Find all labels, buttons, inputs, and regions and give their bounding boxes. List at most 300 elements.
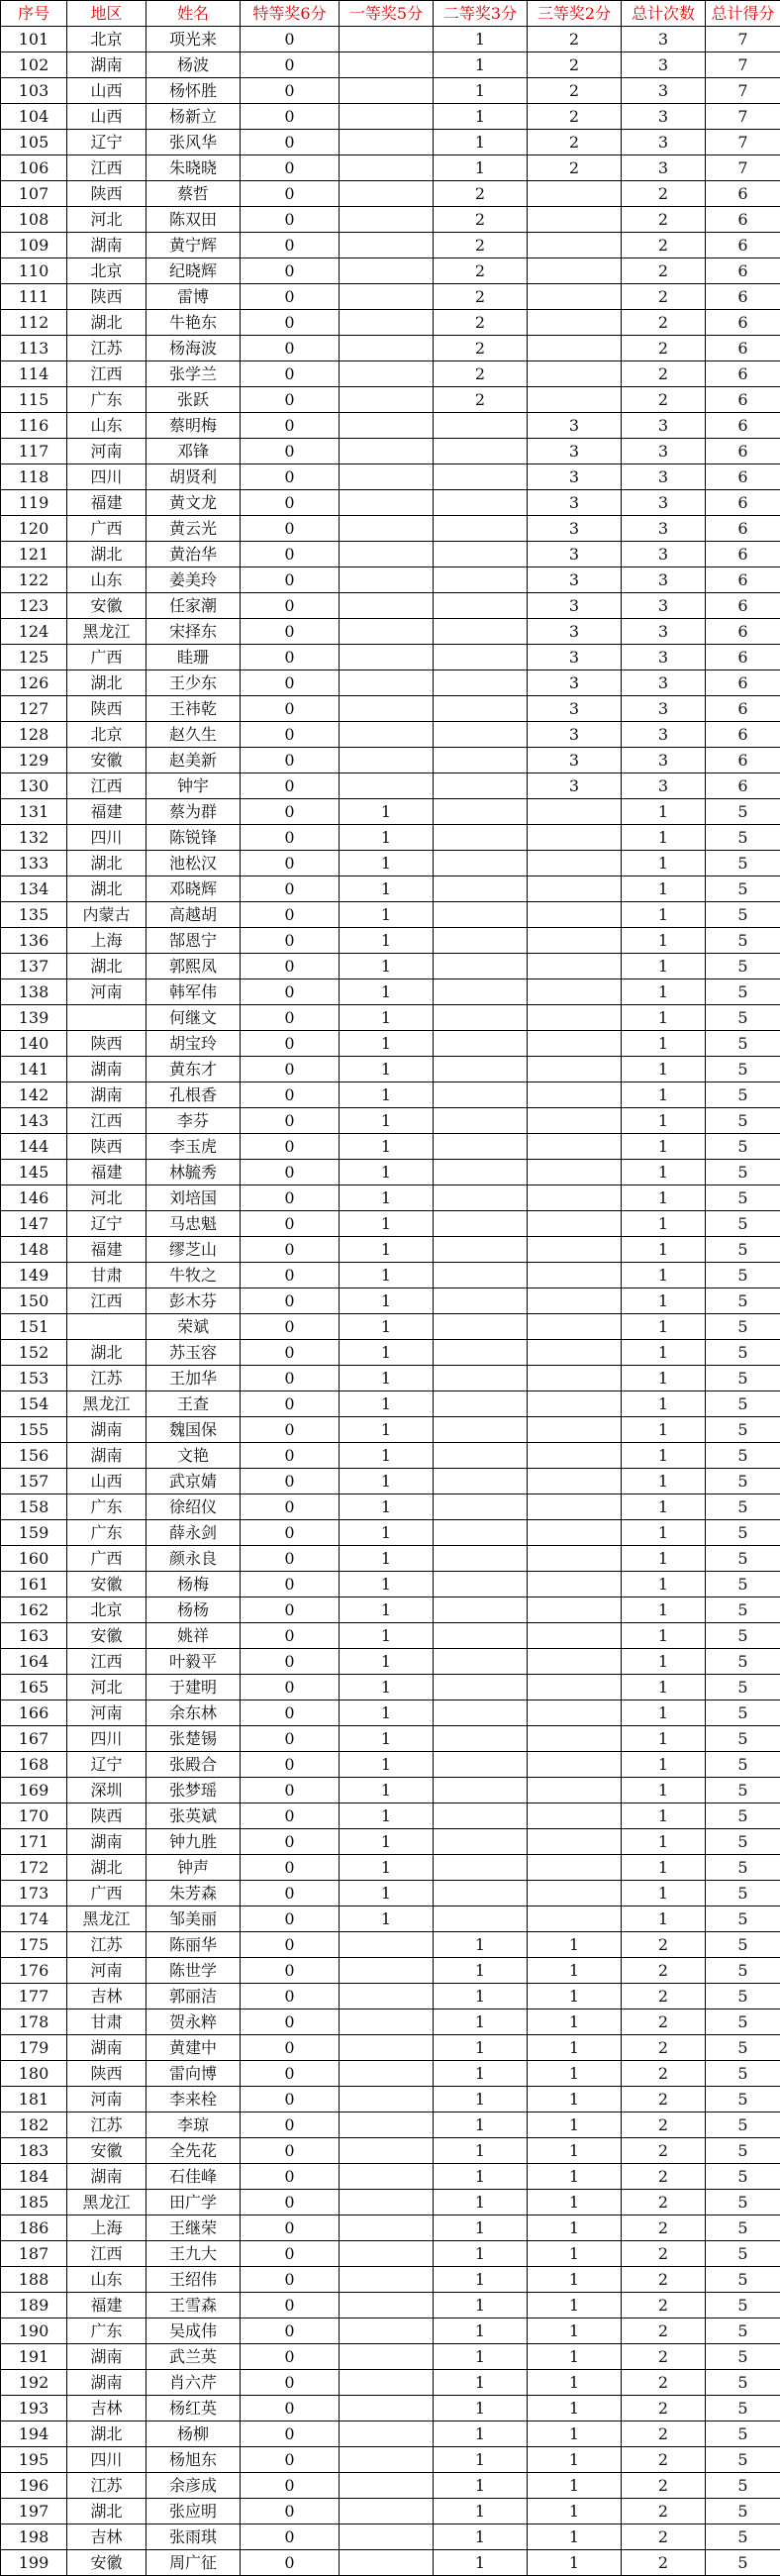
cell-name: 荣斌 <box>146 1314 241 1340</box>
cell-region: 广西 <box>67 1546 146 1572</box>
cell-special-prize: 0 <box>241 593 340 619</box>
cell-total-count: 3 <box>622 155 706 181</box>
table-row <box>1 1649 780 1675</box>
cell-first-prize <box>340 2061 434 2087</box>
cell-name: 全先花 <box>146 2138 241 2164</box>
cell-special-prize: 0 <box>241 181 340 207</box>
cell-total-count: 1 <box>622 954 706 979</box>
cell-third-prize <box>528 1031 622 1057</box>
cell-region: 甘肃 <box>67 1263 146 1288</box>
cell-second-prize: 1 <box>434 2293 528 2318</box>
cell-name: 张风华 <box>146 130 241 155</box>
cell-special-prize: 0 <box>241 1803 340 1829</box>
cell-total-count: 2 <box>622 361 706 387</box>
cell-region <box>67 1314 146 1340</box>
cell-total-count: 2 <box>622 2138 706 2164</box>
cell-total-count: 1 <box>622 1675 706 1700</box>
cell-first-prize <box>340 2421 434 2447</box>
cell-region: 陕西 <box>67 696 146 722</box>
cell-third-prize <box>528 310 622 336</box>
cell-third-prize <box>528 1134 622 1160</box>
cell-total-score: 6 <box>706 464 780 490</box>
cell-name: 马忠魁 <box>146 1211 241 1237</box>
cell-total-score: 6 <box>706 413 780 439</box>
table-row <box>1 1623 780 1649</box>
cell-total-count: 2 <box>622 2164 706 2190</box>
cell-index: 103 <box>1 78 67 104</box>
cell-region: 江西 <box>67 1649 146 1675</box>
cell-index: 125 <box>1 645 67 670</box>
cell-total-count: 3 <box>622 52 706 78</box>
cell-special-prize: 0 <box>241 799 340 825</box>
table-row <box>1 2473 780 2499</box>
cell-region: 湖北 <box>67 2499 146 2524</box>
cell-special-prize: 0 <box>241 542 340 567</box>
cell-total-score: 5 <box>706 1906 780 1932</box>
cell-total-score: 5 <box>706 1829 780 1855</box>
cell-first-prize <box>340 284 434 310</box>
cell-total-score: 5 <box>706 1005 780 1031</box>
cell-first-prize: 1 <box>340 1185 434 1211</box>
cell-first-prize: 1 <box>340 1263 434 1288</box>
cell-region: 江苏 <box>67 1366 146 1391</box>
cell-special-prize: 0 <box>241 748 340 773</box>
cell-total-score: 5 <box>706 1211 780 1237</box>
cell-index: 134 <box>1 876 67 902</box>
cell-region: 上海 <box>67 2215 146 2241</box>
cell-region: 深圳 <box>67 1778 146 1803</box>
cell-special-prize: 0 <box>241 1057 340 1082</box>
cell-name: 郭丽洁 <box>146 1984 241 2009</box>
cell-first-prize <box>340 619 434 645</box>
table-row <box>1 361 780 387</box>
cell-total-count: 1 <box>622 1443 706 1469</box>
cell-special-prize: 0 <box>241 2524 340 2550</box>
cell-name: 雷向博 <box>146 2061 241 2087</box>
cell-name: 蔡明梅 <box>146 413 241 439</box>
cell-region: 辽宁 <box>67 1752 146 1778</box>
header-row <box>1 1 780 27</box>
cell-region: 甘肃 <box>67 2009 146 2035</box>
cell-special-prize: 0 <box>241 1546 340 1572</box>
cell-special-prize: 0 <box>241 439 340 464</box>
table-row <box>1 387 780 413</box>
cell-total-score: 6 <box>706 336 780 361</box>
cell-index: 195 <box>1 2447 67 2473</box>
table-row <box>1 336 780 361</box>
table-body <box>1 27 780 2576</box>
cell-second-prize <box>434 1881 528 1906</box>
cell-total-count: 3 <box>622 670 706 696</box>
cell-total-score: 5 <box>706 2009 780 2035</box>
cell-special-prize: 0 <box>241 1778 340 1803</box>
cell-first-prize: 1 <box>340 1881 434 1906</box>
cell-first-prize <box>340 645 434 670</box>
cell-index: 118 <box>1 464 67 490</box>
cell-second-prize <box>434 902 528 928</box>
cell-index: 136 <box>1 928 67 954</box>
table-row <box>1 284 780 310</box>
table-row <box>1 2396 780 2421</box>
cell-region: 湖北 <box>67 542 146 567</box>
cell-second-prize <box>434 851 528 876</box>
cell-first-prize: 1 <box>340 1366 434 1391</box>
cell-total-count: 2 <box>622 2190 706 2215</box>
cell-region: 北京 <box>67 1597 146 1623</box>
cell-total-score: 5 <box>706 1984 780 2009</box>
cell-index: 164 <box>1 1649 67 1675</box>
cell-name: 邓锋 <box>146 439 241 464</box>
cell-index: 152 <box>1 1340 67 1366</box>
cell-total-score: 6 <box>706 233 780 258</box>
cell-special-prize: 0 <box>241 2215 340 2241</box>
cell-first-prize <box>340 2164 434 2190</box>
table-row <box>1 1211 780 1237</box>
cell-total-count: 2 <box>622 2421 706 2447</box>
cell-first-prize: 1 <box>340 1417 434 1443</box>
cell-special-prize: 0 <box>241 2241 340 2267</box>
cell-total-count: 2 <box>622 1932 706 1958</box>
cell-index: 139 <box>1 1005 67 1031</box>
table-row <box>1 1469 780 1494</box>
cell-second-prize <box>434 799 528 825</box>
header-total-count: 总计次数 <box>622 1 706 27</box>
cell-first-prize <box>340 2318 434 2344</box>
table-row <box>1 516 780 542</box>
cell-total-count: 3 <box>622 130 706 155</box>
cell-second-prize: 1 <box>434 2164 528 2190</box>
cell-region: 江苏 <box>67 2473 146 2499</box>
cell-third-prize <box>528 1855 622 1881</box>
cell-first-prize <box>340 2473 434 2499</box>
cell-second-prize <box>434 1237 528 1263</box>
cell-third-prize <box>528 1778 622 1803</box>
cell-first-prize <box>340 207 434 233</box>
cell-second-prize: 2 <box>434 207 528 233</box>
table-row <box>1 825 780 851</box>
cell-first-prize <box>340 155 434 181</box>
cell-first-prize <box>340 516 434 542</box>
cell-special-prize: 0 <box>241 979 340 1005</box>
cell-region: 湖北 <box>67 670 146 696</box>
cell-name: 郜恩宁 <box>146 928 241 954</box>
cell-total-count: 1 <box>622 1726 706 1752</box>
cell-name: 缪芝山 <box>146 1237 241 1263</box>
cell-first-prize <box>340 567 434 593</box>
cell-special-prize: 0 <box>241 464 340 490</box>
cell-third-prize <box>528 1649 622 1675</box>
cell-total-count: 1 <box>622 1546 706 1572</box>
cell-index: 113 <box>1 336 67 361</box>
cell-region: 湖南 <box>67 52 146 78</box>
cell-region: 广西 <box>67 645 146 670</box>
cell-total-score: 7 <box>706 27 780 52</box>
cell-second-prize <box>434 979 528 1005</box>
cell-region: 湖北 <box>67 2421 146 2447</box>
cell-second-prize <box>434 1597 528 1623</box>
cell-region: 江苏 <box>67 336 146 361</box>
cell-total-count: 1 <box>622 851 706 876</box>
cell-third-prize: 1 <box>528 2473 622 2499</box>
cell-first-prize: 1 <box>340 1597 434 1623</box>
cell-second-prize: 1 <box>434 130 528 155</box>
cell-name: 杨海波 <box>146 336 241 361</box>
cell-region: 湖北 <box>67 1855 146 1881</box>
cell-total-count: 3 <box>622 645 706 670</box>
cell-total-count: 2 <box>622 2318 706 2344</box>
table-row <box>1 2344 780 2370</box>
cell-second-prize <box>434 1211 528 1237</box>
cell-total-score: 6 <box>706 619 780 645</box>
cell-total-score: 5 <box>706 1340 780 1366</box>
cell-special-prize: 0 <box>241 670 340 696</box>
cell-first-prize: 1 <box>340 1803 434 1829</box>
cell-region: 吉林 <box>67 2396 146 2421</box>
cell-name: 王查 <box>146 1391 241 1417</box>
cell-region: 湖北 <box>67 1340 146 1366</box>
cell-special-prize: 0 <box>241 516 340 542</box>
cell-total-count: 1 <box>622 1057 706 1082</box>
table-row <box>1 2190 780 2215</box>
cell-region: 山东 <box>67 413 146 439</box>
cell-total-count: 1 <box>622 1881 706 1906</box>
cell-index: 176 <box>1 1958 67 1984</box>
cell-region: 河南 <box>67 1700 146 1726</box>
cell-total-count: 1 <box>622 1494 706 1520</box>
cell-total-score: 5 <box>706 1366 780 1391</box>
cell-name: 陈世学 <box>146 1958 241 1984</box>
cell-name: 项光来 <box>146 27 241 52</box>
cell-region: 广西 <box>67 1881 146 1906</box>
cell-total-count: 1 <box>622 979 706 1005</box>
cell-first-prize: 1 <box>340 825 434 851</box>
cell-third-prize: 3 <box>528 748 622 773</box>
cell-total-count: 1 <box>622 1082 706 1108</box>
cell-total-count: 2 <box>622 2344 706 2370</box>
cell-total-count: 2 <box>622 284 706 310</box>
cell-total-count: 2 <box>622 207 706 233</box>
cell-total-score: 7 <box>706 78 780 104</box>
cell-third-prize <box>528 1417 622 1443</box>
cell-index: 166 <box>1 1700 67 1726</box>
cell-total-score: 6 <box>706 696 780 722</box>
cell-special-prize: 0 <box>241 851 340 876</box>
cell-special-prize: 0 <box>241 1520 340 1546</box>
cell-name: 杨杨 <box>146 1597 241 1623</box>
cell-region: 湖南 <box>67 1443 146 1469</box>
cell-second-prize <box>434 1546 528 1572</box>
cell-special-prize: 0 <box>241 1572 340 1597</box>
cell-second-prize <box>434 1314 528 1340</box>
table-row <box>1 490 780 516</box>
cell-name: 叶毅平 <box>146 1649 241 1675</box>
cell-third-prize <box>528 1597 622 1623</box>
cell-region: 内蒙古 <box>67 902 146 928</box>
table-row <box>1 2524 780 2550</box>
cell-third-prize <box>528 1520 622 1546</box>
cell-third-prize: 3 <box>528 773 622 799</box>
cell-index: 175 <box>1 1932 67 1958</box>
cell-third-prize <box>528 1829 622 1855</box>
cell-second-prize: 1 <box>434 2215 528 2241</box>
cell-special-prize: 0 <box>241 2164 340 2190</box>
cell-third-prize <box>528 876 622 902</box>
cell-special-prize: 0 <box>241 207 340 233</box>
cell-index: 127 <box>1 696 67 722</box>
cell-third-prize <box>528 1005 622 1031</box>
cell-total-count: 1 <box>622 1108 706 1134</box>
cell-index: 108 <box>1 207 67 233</box>
cell-index: 151 <box>1 1314 67 1340</box>
cell-total-score: 6 <box>706 670 780 696</box>
cell-special-prize: 0 <box>241 130 340 155</box>
cell-special-prize: 0 <box>241 1288 340 1314</box>
cell-region: 湖南 <box>67 1057 146 1082</box>
cell-index: 104 <box>1 104 67 130</box>
cell-special-prize: 0 <box>241 1031 340 1057</box>
cell-second-prize <box>434 1366 528 1391</box>
cell-index: 129 <box>1 748 67 773</box>
cell-total-score: 5 <box>706 1314 780 1340</box>
cell-first-prize <box>340 387 434 413</box>
cell-third-prize: 3 <box>528 542 622 567</box>
cell-region: 安徽 <box>67 1623 146 1649</box>
cell-special-prize: 0 <box>241 1391 340 1417</box>
cell-first-prize <box>340 336 434 361</box>
cell-total-score: 5 <box>706 1108 780 1134</box>
table-row <box>1 1675 780 1700</box>
cell-total-count: 1 <box>622 1906 706 1932</box>
cell-region: 广东 <box>67 1520 146 1546</box>
cell-name: 杨波 <box>146 52 241 78</box>
cell-special-prize: 0 <box>241 2267 340 2293</box>
cell-second-prize: 2 <box>434 284 528 310</box>
cell-index: 128 <box>1 722 67 748</box>
cell-first-prize: 1 <box>340 928 434 954</box>
cell-third-prize <box>528 1185 622 1211</box>
cell-special-prize: 0 <box>241 1906 340 1932</box>
cell-region: 湖南 <box>67 233 146 258</box>
cell-total-score: 6 <box>706 258 780 284</box>
cell-special-prize: 0 <box>241 2550 340 2576</box>
cell-first-prize <box>340 2267 434 2293</box>
cell-name: 张楚锡 <box>146 1726 241 1752</box>
table-row <box>1 542 780 567</box>
cell-name: 黄东才 <box>146 1057 241 1082</box>
cell-name: 杨柳 <box>146 2421 241 2447</box>
table-row <box>1 1160 780 1185</box>
cell-total-score: 6 <box>706 542 780 567</box>
cell-index: 169 <box>1 1778 67 1803</box>
cell-total-score: 5 <box>706 2421 780 2447</box>
cell-name: 王绍伟 <box>146 2267 241 2293</box>
cell-name: 钟九胜 <box>146 1829 241 1855</box>
cell-second-prize: 2 <box>434 361 528 387</box>
cell-index: 110 <box>1 258 67 284</box>
cell-third-prize <box>528 233 622 258</box>
cell-total-score: 5 <box>706 2138 780 2164</box>
cell-total-score: 5 <box>706 1597 780 1623</box>
cell-total-score: 5 <box>706 1288 780 1314</box>
table-row <box>1 2009 780 2035</box>
cell-name: 宋择东 <box>146 619 241 645</box>
cell-first-prize: 1 <box>340 876 434 902</box>
cell-total-score: 5 <box>706 1958 780 1984</box>
cell-total-score: 5 <box>706 876 780 902</box>
cell-total-score: 5 <box>706 2550 780 2576</box>
cell-index: 162 <box>1 1597 67 1623</box>
cell-second-prize: 1 <box>434 1958 528 1984</box>
cell-total-score: 5 <box>706 2524 780 2550</box>
cell-third-prize: 3 <box>528 490 622 516</box>
table-row <box>1 696 780 722</box>
cell-total-score: 5 <box>706 1803 780 1829</box>
cell-index: 199 <box>1 2550 67 2576</box>
cell-second-prize <box>434 1520 528 1546</box>
cell-index: 155 <box>1 1417 67 1443</box>
cell-second-prize <box>434 1108 528 1134</box>
cell-region: 河南 <box>67 2087 146 2112</box>
cell-third-prize: 1 <box>528 2112 622 2138</box>
table-row <box>1 2421 780 2447</box>
cell-total-count: 3 <box>622 593 706 619</box>
cell-name: 彭木芬 <box>146 1288 241 1314</box>
table-row <box>1 928 780 954</box>
cell-second-prize: 1 <box>434 2190 528 2215</box>
table-row <box>1 567 780 593</box>
cell-index: 159 <box>1 1520 67 1546</box>
cell-index: 156 <box>1 1443 67 1469</box>
cell-total-score: 5 <box>706 1031 780 1057</box>
cell-name: 雷博 <box>146 284 241 310</box>
cell-second-prize: 1 <box>434 27 528 52</box>
table-row <box>1 799 780 825</box>
cell-first-prize <box>340 27 434 52</box>
cell-index: 121 <box>1 542 67 567</box>
cell-name: 苏玉容 <box>146 1340 241 1366</box>
cell-region: 陕西 <box>67 284 146 310</box>
cell-second-prize: 1 <box>434 2524 528 2550</box>
cell-third-prize <box>528 1211 622 1237</box>
cell-first-prize <box>340 361 434 387</box>
table-row <box>1 619 780 645</box>
cell-special-prize: 0 <box>241 722 340 748</box>
cell-region: 湖南 <box>67 1082 146 1108</box>
cell-special-prize: 0 <box>241 1675 340 1700</box>
cell-third-prize: 2 <box>528 130 622 155</box>
cell-total-count: 3 <box>622 413 706 439</box>
cell-index: 167 <box>1 1726 67 1752</box>
cell-region: 山西 <box>67 104 146 130</box>
cell-special-prize: 0 <box>241 1108 340 1134</box>
cell-third-prize: 1 <box>528 2370 622 2396</box>
cell-region: 湖北 <box>67 876 146 902</box>
cell-second-prize: 1 <box>434 2267 528 2293</box>
cell-second-prize <box>434 1417 528 1443</box>
cell-third-prize: 3 <box>528 413 622 439</box>
cell-second-prize <box>434 490 528 516</box>
table-row <box>1 1700 780 1726</box>
cell-special-prize: 0 <box>241 2344 340 2370</box>
cell-total-score: 5 <box>706 2370 780 2396</box>
cell-special-prize: 0 <box>241 2035 340 2061</box>
cell-index: 170 <box>1 1803 67 1829</box>
cell-total-count: 2 <box>622 2035 706 2061</box>
cell-total-count: 2 <box>622 2087 706 2112</box>
cell-region: 安徽 <box>67 1572 146 1597</box>
cell-special-prize: 0 <box>241 1185 340 1211</box>
cell-name: 胡宝玲 <box>146 1031 241 1057</box>
